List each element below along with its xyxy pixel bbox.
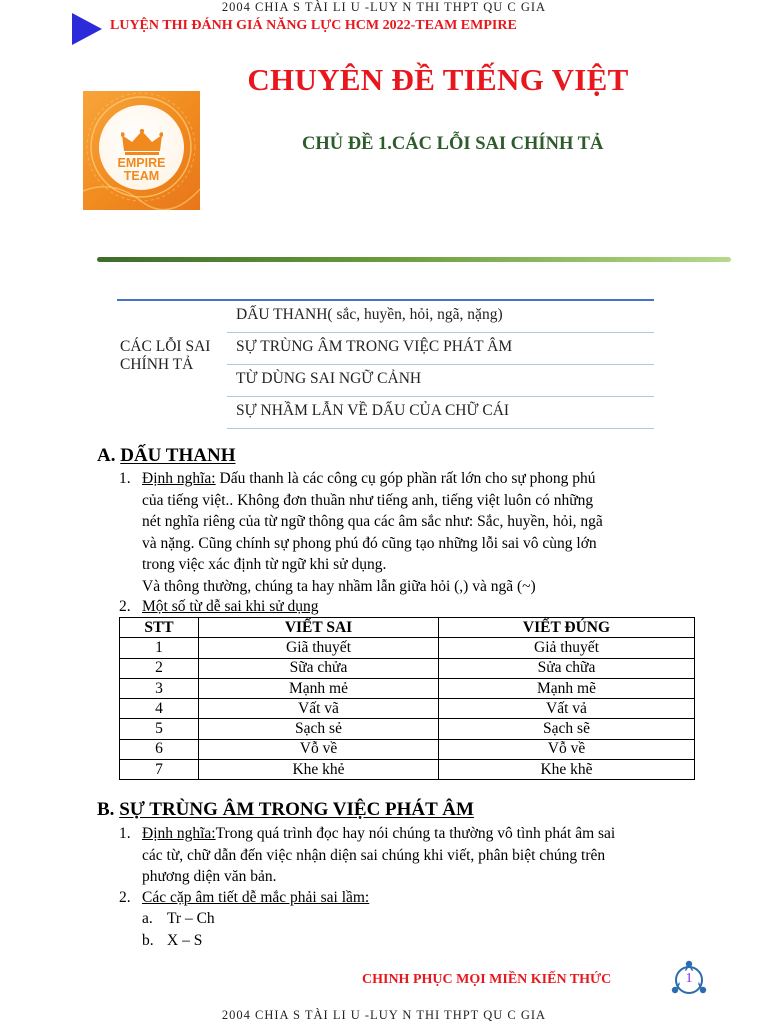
pair-text: X – S bbox=[167, 932, 203, 949]
table-cell: Khe khẻ bbox=[199, 760, 439, 780]
pair-letter: b. bbox=[142, 932, 154, 949]
summary-left-label: CÁC LỖI SAI CHÍNH TẢ bbox=[120, 338, 211, 373]
summary-divider bbox=[227, 428, 654, 429]
table-cell: Sạch sẽ bbox=[439, 719, 695, 739]
play-triangle-icon bbox=[72, 13, 102, 45]
table-row bbox=[120, 699, 695, 719]
subheader: LUYỆN THI ĐÁNH GIÁ NĂNG LỰC HCM 2022-TEAM EMPIRE bbox=[110, 18, 517, 33]
bottom-footer-text: 2004 CHIA S TÀI LI U -LUY N THI THPT QU C GIA bbox=[221, 1008, 547, 1022]
section-a-title: DẤU THANH bbox=[120, 445, 236, 466]
pair-text: Tr – Ch bbox=[167, 910, 215, 927]
section-b-item1 bbox=[142, 823, 702, 888]
section-b-item2-label: Các cặp âm tiết dễ mắc phải sai lầm: bbox=[142, 889, 370, 906]
table-cell: Sữa chửa bbox=[199, 658, 439, 678]
table-cell: Vất vã bbox=[199, 699, 439, 719]
page-number-badge bbox=[666, 960, 712, 1000]
logo-line2: TEAM bbox=[123, 169, 160, 183]
misspelled-words-table bbox=[119, 617, 695, 780]
summary-item: TỪ DÙNG SAI NGỮ CẢNH bbox=[236, 370, 422, 387]
section-a-item2-num: 2. bbox=[119, 598, 131, 615]
table-row bbox=[120, 760, 695, 780]
topic-title: CHỦ ĐỀ 1.CÁC LỖI SAI CHÍNH TẢ bbox=[302, 134, 604, 154]
table-cell: Vất vả bbox=[439, 699, 695, 719]
definition-line: của tiếng việt.. Không đơn thuần như tiếng anh, tiếng việt luôn có những bbox=[142, 491, 594, 509]
section-a-letter: A. bbox=[97, 445, 116, 466]
table-cell: Khe khẽ bbox=[439, 760, 695, 780]
section-a-item1-num: 1. bbox=[119, 470, 131, 487]
table-cell: Giã thuyết bbox=[199, 638, 439, 658]
pair-letter: a. bbox=[142, 910, 153, 927]
definition-line: Trong quá trình đọc hay nói chúng ta thường vô tình phát âm sai bbox=[215, 825, 616, 842]
summary-divider bbox=[227, 396, 654, 397]
summary-divider bbox=[227, 364, 654, 365]
definition-line: và nặng. Cũng chính sự phong phú đó cũng tạo những lỗi sai vô cùng lớn bbox=[142, 534, 597, 552]
definition-line: trong việc xác định từ ngữ khi sử dụng. bbox=[142, 556, 387, 573]
table-cell: 1 bbox=[120, 638, 199, 658]
table-cell: Vỗ về bbox=[199, 739, 439, 759]
table-cell: 6 bbox=[120, 739, 199, 759]
table-row bbox=[120, 678, 695, 698]
section-a-item1 bbox=[142, 468, 702, 597]
table-cell: Sạch sẻ bbox=[199, 719, 439, 739]
section-b-item1-num: 1. bbox=[119, 825, 131, 842]
section-b-item2-num: 2. bbox=[119, 889, 131, 906]
logo-text bbox=[99, 157, 184, 183]
summary-item: DẤU THANH( sắc, huyền, hỏi, ngã, nặng) bbox=[236, 306, 503, 323]
definition-line: nét nghĩa riêng của từ ngữ thông qua các âm sắc như: Sắc, huyền, hỏi, ngã bbox=[142, 513, 603, 530]
table-row bbox=[120, 739, 695, 759]
table-header: STT bbox=[120, 618, 199, 638]
summary-item: SỰ TRÙNG ÂM TRONG VIỆC PHÁT ÂM bbox=[236, 338, 513, 355]
table-cell: 4 bbox=[120, 699, 199, 719]
table-header: VIẾT ĐÚNG bbox=[439, 618, 695, 638]
definition-label: Định nghĩa: bbox=[142, 470, 216, 487]
section-a-heading bbox=[97, 445, 235, 467]
definition-line: Dấu thanh là các công cụ góp phần rất lớn cho sự phong phú bbox=[215, 470, 596, 487]
page-number: 1 bbox=[685, 971, 693, 986]
summary-item: SỰ NHẦM LẪN VỀ DẤU CỦA CHỮ CÁI bbox=[236, 402, 510, 419]
section-b-letter: B. bbox=[97, 799, 115, 820]
table-cell: Giả thuyết bbox=[439, 638, 695, 658]
summary-divider bbox=[227, 332, 654, 333]
table-row bbox=[120, 658, 695, 678]
table-cell: 7 bbox=[120, 760, 199, 780]
section-a-item2-label: Một số từ dễ sai khi sử dụng bbox=[142, 598, 319, 615]
green-divider bbox=[97, 257, 731, 262]
logo-line1: EMPIRE bbox=[117, 156, 166, 170]
table-header-row bbox=[120, 618, 695, 638]
crown-icon bbox=[121, 129, 163, 155]
empire-team-logo bbox=[83, 91, 200, 210]
table-cell: Sửa chữa bbox=[439, 658, 695, 678]
section-b-title: SỰ TRÙNG ÂM TRONG VIỆC PHÁT ÂM bbox=[119, 799, 474, 820]
top-header-text: 2004 CHIA S TÀI LI U -LUY N THI THPT QU C GIA bbox=[221, 0, 547, 14]
table-row bbox=[120, 719, 695, 739]
definition-label: Định nghĩa: bbox=[142, 825, 216, 842]
table-row bbox=[120, 638, 695, 658]
table-cell: 2 bbox=[120, 658, 199, 678]
table-header: VIẾT SAI bbox=[199, 618, 439, 638]
table-cell: Mạnh mẻ bbox=[199, 678, 439, 698]
logo-badge bbox=[99, 105, 184, 190]
definition-line: các từ, chữ dẫn đến việc nhận diện sai chúng khi viết, phân biệt chúng trên bbox=[142, 846, 606, 864]
definition-line: Và thông thường, chúng ta hay nhầm lẫn giữa hỏi (,) và ngã (~) bbox=[142, 577, 536, 595]
table-cell: Vỗ về bbox=[439, 739, 695, 759]
table-cell: 3 bbox=[120, 678, 199, 698]
table-cell: 5 bbox=[120, 719, 199, 739]
table-cell: Mạnh mẽ bbox=[439, 678, 695, 698]
definition-line: phương diện văn bản. bbox=[142, 868, 277, 885]
page-title: CHUYÊN ĐỀ TIẾNG VIỆT bbox=[247, 62, 629, 97]
footer-slogan: CHINH PHỤC MỌI MIỀN KIẾN THỨC bbox=[362, 972, 612, 987]
section-b-heading bbox=[97, 799, 474, 821]
summary-top-border bbox=[117, 299, 654, 301]
